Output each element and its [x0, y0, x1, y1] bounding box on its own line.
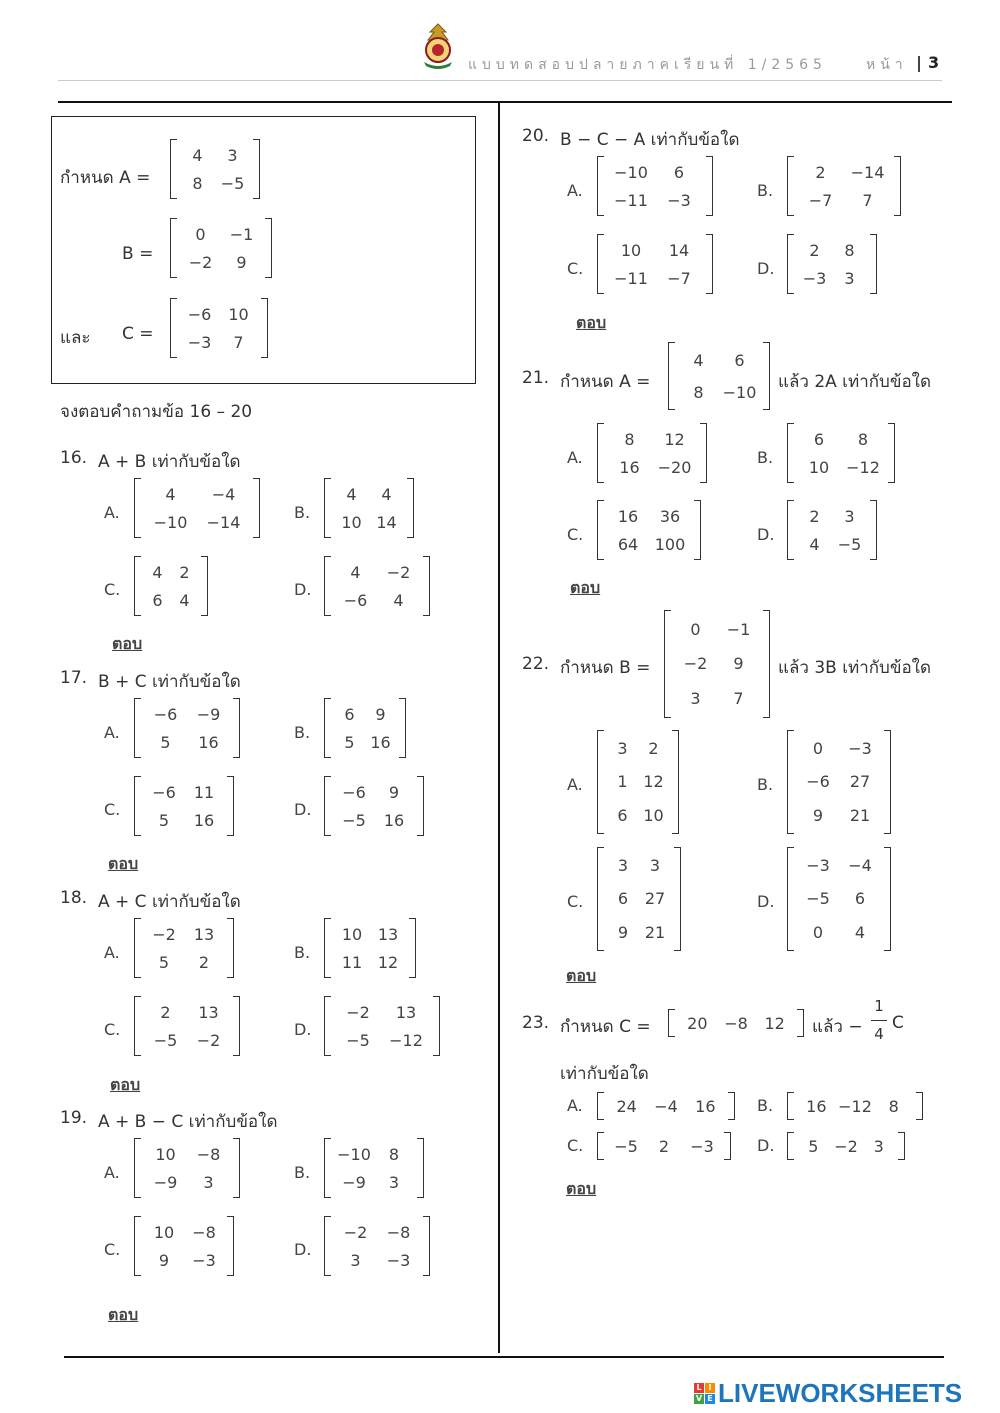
matrix-cell: −3: [802, 268, 827, 288]
matrix-cell: 0: [812, 739, 824, 759]
matrix-cell: 36: [659, 506, 681, 526]
matrix-cell: 14: [376, 512, 397, 532]
question-16-text: A + B เท่ากับข้อใด: [98, 452, 241, 472]
q19-option-d-matrix[interactable]: [324, 1216, 430, 1276]
q21-answer-label[interactable]: ตอบ: [570, 578, 601, 597]
q23-option-a-matrix[interactable]: [597, 1092, 735, 1120]
question-17-number: 17.: [60, 668, 88, 688]
matrix-cell: −8: [192, 1222, 216, 1242]
matrix-cell: 7: [862, 190, 873, 210]
matrix-cell: −2: [346, 1002, 370, 1022]
question-23-prefix: กำหนด C =: [560, 1017, 651, 1037]
matrix-cell: 10: [341, 512, 362, 532]
q21-option-a-label[interactable]: A.: [567, 448, 583, 467]
given-c-label: C =: [122, 324, 154, 344]
question-20-number: 20.: [522, 126, 550, 146]
matrix-cell: −9: [153, 1172, 178, 1192]
q16-option-d-matrix[interactable]: [324, 556, 430, 616]
matrix-cell: −9: [342, 1172, 366, 1192]
matrix-cell: 3: [350, 1250, 361, 1270]
matrix-cell: 2: [179, 562, 190, 582]
matrix-cell: 9: [158, 1250, 170, 1270]
question-22-suffix: แล้ว 3B เท่ากับข้อใด: [778, 658, 932, 678]
matrix-cell: 9: [236, 252, 247, 272]
matrix-cell: −3: [187, 332, 212, 352]
matrix-cell: −3: [848, 739, 872, 759]
q17-option-b-label[interactable]: B.: [294, 723, 311, 742]
matrix-cell: −5: [806, 889, 830, 909]
given-intro: กำหนด A =: [60, 168, 151, 188]
question-18-number: 18.: [60, 888, 88, 908]
matrix-cell: 9: [617, 922, 629, 942]
matrix-cell: 10: [228, 304, 249, 324]
matrix-cell: 12: [377, 952, 399, 972]
q18-option-b-label[interactable]: B.: [294, 943, 311, 962]
header-separator: [918, 56, 920, 72]
matrix-cell: 100: [654, 534, 686, 554]
q16-option-d-label[interactable]: D.: [294, 580, 312, 599]
matrix-cell: −10: [614, 162, 648, 182]
matrix-cell: −2: [386, 562, 411, 582]
q23-option-b-matrix[interactable]: [787, 1092, 923, 1120]
matrix-cell: −10: [722, 382, 757, 402]
matrix-cell: 24: [616, 1096, 637, 1116]
q19-answer-label[interactable]: ตอบ: [108, 1305, 139, 1324]
matrix-cell: 5: [808, 1136, 819, 1156]
matrix-cell: −14: [850, 162, 885, 182]
matrix-cell: 11: [193, 782, 215, 802]
matrix-cell: 4: [152, 562, 163, 582]
matrix-cell: 2: [809, 240, 820, 260]
matrix-cell: −7: [808, 190, 833, 210]
matrix-cell: 7: [733, 689, 744, 709]
q22-option-b-label[interactable]: B.: [757, 775, 774, 794]
given-b-label: B =: [122, 244, 154, 264]
instruction: จงตอบคำถามข้อ 16 – 20: [60, 402, 253, 422]
top-rule: [58, 101, 952, 103]
q22-answer-label[interactable]: ตอบ: [566, 966, 597, 985]
matrix-cell: 20: [687, 1013, 708, 1033]
matrix-cell: −6: [187, 304, 212, 324]
matrix-cell: 27: [849, 772, 871, 792]
question-21-number: 21.: [522, 368, 550, 388]
question-23-line2: เท่ากับข้อใด: [560, 1064, 649, 1084]
question-18-text: A + C เท่ากับข้อใด: [98, 892, 241, 912]
matrix-cell: 6: [152, 590, 163, 610]
matrix-cell: −3: [667, 190, 691, 210]
question-22-number: 22.: [522, 654, 550, 674]
matrix-cell: 6: [617, 805, 628, 825]
q19-option-b-matrix[interactable]: [324, 1138, 424, 1198]
matrix-cell: 10: [808, 457, 830, 477]
matrix-cell: 0: [195, 224, 206, 244]
q20-answer-label[interactable]: ตอบ: [576, 313, 607, 332]
q19-option-b-label[interactable]: B.: [294, 1163, 311, 1182]
matrix-cell: −11: [614, 190, 648, 210]
matrix-cell: −6: [153, 704, 178, 724]
q19-option-d-label[interactable]: D.: [294, 1240, 312, 1259]
given-and-label: และ: [60, 328, 91, 348]
q19-option-c-label[interactable]: C.: [104, 1240, 121, 1259]
matrix-cell: 8: [693, 382, 704, 402]
matrix-cell: −6: [152, 782, 176, 802]
matrix-cell: −2: [834, 1136, 858, 1156]
matrix-cell: 2: [658, 1136, 670, 1156]
q20-option-b-matrix[interactable]: [787, 156, 901, 216]
q23-option-a-label[interactable]: A.: [567, 1096, 583, 1115]
q23-answer-label[interactable]: ตอบ: [566, 1179, 597, 1198]
matrix-cell: 8: [388, 1144, 400, 1164]
matrix-cell: 3: [203, 1172, 214, 1192]
q23-option-d-label[interactable]: D.: [757, 1136, 775, 1155]
matrix-cell: −3: [386, 1250, 411, 1270]
matrix-cell: 9: [733, 654, 744, 674]
matrix-cell: −6: [342, 782, 366, 802]
question-16-number: 16.: [60, 448, 88, 468]
matrix-cell: −14: [206, 512, 241, 532]
matrix-cell: 10: [643, 805, 664, 825]
matrix-cell: 6: [617, 889, 629, 909]
q22-option-d-matrix[interactable]: [787, 847, 891, 951]
question-17-text: B + C เท่ากับข้อใด: [98, 672, 241, 692]
q16-option-a-matrix[interactable]: [134, 478, 260, 538]
question-19-number: 19.: [60, 1108, 88, 1128]
matrix-cell: 8: [844, 240, 855, 260]
question-23-number: 23.: [522, 1013, 550, 1033]
matrix-cell: −12: [389, 1030, 423, 1050]
matrix-cell: −6: [806, 772, 830, 792]
q17-option-b-matrix[interactable]: [324, 698, 406, 758]
matrix-cell: 5: [344, 732, 355, 752]
matrix-cell: −10: [153, 512, 188, 532]
matrix-cell: 4: [346, 484, 357, 504]
matrix-cell: −11: [614, 268, 648, 288]
matrix-cell: 16: [619, 457, 640, 477]
question-21-prefix: กำหนด A =: [560, 372, 651, 392]
school-emblem-icon: [418, 22, 458, 72]
matrix-cell: 11: [341, 952, 363, 972]
matrix-cell: 10: [153, 1222, 175, 1242]
q20-option-b-label[interactable]: B.: [757, 181, 774, 200]
question-21-suffix: แล้ว 2A เท่ากับข้อใด: [778, 372, 931, 392]
matrix-cell: −12: [838, 1096, 872, 1116]
matrix-cell: 6: [734, 350, 745, 370]
matrix-cell: 3: [617, 856, 629, 876]
matrix-cell: 8: [192, 173, 203, 193]
q17-option-d-label[interactable]: D.: [294, 800, 312, 819]
matrix-cell: 13: [193, 924, 215, 944]
q17-answer-label[interactable]: ตอบ: [108, 854, 139, 873]
matrix-cell: 1: [617, 772, 628, 792]
matrix-cell: −20: [657, 457, 692, 477]
matrix-cell: 6: [813, 429, 825, 449]
matrix-cell: 4: [854, 922, 866, 942]
matrix-cell: 4: [809, 534, 820, 554]
matrix-cell: 6: [344, 704, 355, 724]
q21-option-b-matrix[interactable]: [787, 423, 895, 483]
matrix-cell: 16: [370, 732, 391, 752]
matrix-cell: 12: [764, 1013, 785, 1033]
matrix-cell: 4: [693, 350, 704, 370]
column-divider: [498, 101, 500, 1353]
matrix-cell: −5: [837, 534, 862, 554]
matrix-cell: 4: [179, 590, 190, 610]
q19-option-c-matrix[interactable]: [134, 1216, 234, 1276]
q18-option-d-label[interactable]: D.: [294, 1020, 312, 1039]
q18-option-c-label[interactable]: C.: [104, 1020, 121, 1039]
q16-option-c-matrix[interactable]: [134, 556, 208, 616]
liveworksheets-icon: L I V E: [694, 1383, 715, 1404]
q22-option-d-label[interactable]: D.: [757, 892, 775, 911]
matrix-cell: 8: [857, 429, 869, 449]
matrix-cell: 4: [165, 484, 176, 504]
matrix-cell: 16: [617, 506, 639, 526]
q20-option-c-label[interactable]: C.: [567, 259, 584, 278]
matrix-cell: −5: [346, 1030, 370, 1050]
q17-option-a-label[interactable]: A.: [104, 723, 120, 742]
matrix-cell: −5: [614, 1136, 638, 1156]
matrix-cell: 64: [617, 534, 639, 554]
fraction-bar: [871, 1020, 887, 1021]
matrix-cell: −2: [683, 654, 708, 674]
matrix-cell: 3: [388, 1172, 400, 1192]
matrix-cell: −7: [667, 268, 691, 288]
matrix-cell: 16: [198, 732, 219, 752]
matrix-cell: 8: [624, 429, 635, 449]
matrix-cell: 16: [193, 810, 215, 830]
q21-option-d-label[interactable]: D.: [757, 525, 775, 544]
matrix-cell: −9: [196, 704, 221, 724]
q16-option-a-label[interactable]: A.: [104, 503, 120, 522]
liveworksheets-logo[interactable]: [694, 1378, 962, 1408]
matrix-cell: 9: [375, 704, 386, 724]
matrix-cell: 21: [644, 922, 666, 942]
matrix-cell: 4: [192, 145, 203, 165]
q18-option-c-matrix[interactable]: [134, 996, 240, 1056]
matrix-cell: 10: [155, 1144, 176, 1164]
q23-option-b-label[interactable]: B.: [757, 1096, 774, 1115]
q19-option-a-label[interactable]: A.: [104, 1163, 120, 1182]
matrix-cell: −2: [196, 1030, 221, 1050]
q18-option-a-matrix[interactable]: [134, 918, 234, 978]
matrix-cell: 2: [809, 506, 820, 526]
matrix-cell: 8: [888, 1096, 899, 1116]
matrix-cell: −4: [654, 1096, 678, 1116]
q22-option-c-matrix[interactable]: [597, 847, 681, 951]
q21-given-matrix: [668, 342, 770, 410]
matrix-cell: −10: [337, 1144, 371, 1164]
question-20-text: B − C − A เท่ากับข้อใด: [560, 130, 740, 150]
q19-option-a-matrix[interactable]: [134, 1138, 240, 1198]
matrix-cell: 9: [388, 782, 400, 802]
matrix-cell: −8: [196, 1144, 221, 1164]
matrix-cell: 13: [198, 1002, 219, 1022]
fraction-denominator: 4: [874, 1025, 884, 1043]
matrix-cell: 16: [383, 810, 405, 830]
q21-option-d-matrix[interactable]: [787, 500, 877, 560]
q21-option-b-label[interactable]: B.: [757, 448, 774, 467]
q17-option-c-matrix[interactable]: [134, 776, 234, 836]
matrix-cell: −5: [220, 173, 245, 193]
matrix-cell: −12: [846, 457, 880, 477]
q22-option-a-matrix[interactable]: [597, 730, 679, 834]
matrix-cell: 27: [644, 889, 666, 909]
q22-option-c-label[interactable]: C.: [567, 892, 584, 911]
matrix-cell: −4: [211, 484, 236, 504]
matrix-cell: −3: [690, 1136, 714, 1156]
matrix-cell: 10: [620, 240, 642, 260]
matrix-cell: 4: [393, 590, 404, 610]
matrix-cell: −8: [386, 1222, 411, 1242]
matrix-cell: 12: [643, 772, 664, 792]
matrix-cell: −4: [848, 856, 872, 876]
q18-option-a-label[interactable]: A.: [104, 943, 120, 962]
matrix-cell: 5: [160, 732, 171, 752]
given-matrix-a: [170, 139, 260, 199]
matrix-cell: 2: [648, 739, 659, 759]
q18-answer-label[interactable]: ตอบ: [110, 1075, 141, 1094]
header-page-word: หน้า: [866, 57, 908, 73]
q20-option-c-matrix[interactable]: [597, 234, 713, 294]
q18-option-d-matrix[interactable]: [324, 996, 440, 1056]
matrix-cell: 13: [395, 1002, 417, 1022]
q23-given-matrix: [668, 1009, 804, 1037]
liveworksheets-text: LIVEWORKSHEETS: [718, 1377, 963, 1408]
matrix-cell: 3: [873, 1136, 884, 1156]
matrix-cell: 12: [664, 429, 685, 449]
question-19-text: A + B − C เท่ากับข้อใด: [98, 1112, 278, 1132]
matrix-cell: 7: [233, 332, 244, 352]
matrix-cell: 6: [673, 162, 685, 182]
q20-option-d-matrix[interactable]: [787, 234, 877, 294]
q23-option-d-matrix[interactable]: [787, 1132, 905, 1160]
header-title: แบบทดสอบปลายภาคเรียนที่ 1/2565: [468, 57, 827, 73]
matrix-cell: 3: [690, 689, 701, 709]
q17-option-c-label[interactable]: C.: [104, 800, 121, 819]
q16-option-b-matrix[interactable]: [324, 478, 414, 538]
question-22-prefix: กำหนด B =: [560, 658, 651, 678]
matrix-cell: −5: [153, 1030, 178, 1050]
matrix-cell: 16: [695, 1096, 716, 1116]
header-line: [58, 80, 942, 81]
q23-option-c-matrix[interactable]: [597, 1132, 731, 1160]
matrix-cell: 2: [160, 1002, 171, 1022]
q16-answer-label[interactable]: ตอบ: [112, 634, 143, 653]
q18-option-b-matrix[interactable]: [324, 918, 416, 978]
fraction-numerator: 1: [874, 997, 884, 1015]
bottom-rule: [64, 1356, 944, 1358]
q20-option-d-label[interactable]: D.: [757, 259, 775, 278]
matrix-cell: 5: [158, 810, 170, 830]
matrix-cell: 0: [690, 619, 701, 639]
matrix-cell: 14: [668, 240, 690, 260]
matrix-cell: −5: [342, 810, 366, 830]
matrix-cell: 3: [844, 506, 855, 526]
header-page-number: 3: [928, 53, 940, 72]
matrix-cell: −2: [152, 924, 176, 944]
q17-option-d-matrix[interactable]: [324, 776, 424, 836]
q20-option-a-label[interactable]: A.: [567, 181, 583, 200]
matrix-cell: 5: [158, 952, 170, 972]
matrix-cell: 0: [812, 922, 824, 942]
matrix-cell: 3: [649, 856, 661, 876]
question-23-suffix: แล้ว −: [812, 1017, 863, 1037]
q21-option-c-label[interactable]: C.: [567, 525, 584, 544]
q20-option-a-matrix[interactable]: [597, 156, 713, 216]
q17-option-a-matrix[interactable]: [134, 698, 240, 758]
matrix-cell: 4: [350, 562, 361, 582]
given-matrix-b: [170, 218, 272, 278]
matrix-cell: 9: [812, 805, 824, 825]
matrix-cell: −8: [724, 1013, 748, 1033]
matrix-cell: 2: [815, 162, 826, 182]
q22-option-b-matrix[interactable]: [787, 730, 891, 834]
matrix-cell: 3: [227, 145, 238, 165]
given-matrix-c: [170, 298, 268, 358]
q21-option-a-matrix[interactable]: [597, 423, 707, 483]
matrix-cell: −6: [343, 590, 368, 610]
q22-given-matrix: [664, 610, 770, 718]
matrix-cell: 3: [844, 268, 855, 288]
matrix-cell: −2: [343, 1222, 368, 1242]
matrix-cell: 4: [381, 484, 392, 504]
q21-option-c-matrix[interactable]: [597, 500, 701, 560]
matrix-cell: −2: [188, 252, 213, 272]
matrix-cell: −3: [806, 856, 830, 876]
question-23-suffix2: C: [892, 1013, 904, 1033]
matrix-cell: −1: [726, 619, 751, 639]
q22-option-a-label[interactable]: A.: [567, 775, 583, 794]
q16-option-c-label[interactable]: C.: [104, 580, 121, 599]
matrix-cell: 10: [341, 924, 363, 944]
matrix-cell: 13: [377, 924, 399, 944]
matrix-cell: 3: [617, 739, 628, 759]
matrix-cell: 2: [198, 952, 210, 972]
matrix-cell: −1: [229, 224, 254, 244]
matrix-cell: 6: [854, 889, 866, 909]
matrix-cell: −3: [192, 1250, 216, 1270]
matrix-cell: 21: [849, 805, 871, 825]
q23-option-c-label[interactable]: C.: [567, 1136, 584, 1155]
q16-option-b-label[interactable]: B.: [294, 503, 311, 522]
matrix-cell: 16: [806, 1096, 827, 1116]
